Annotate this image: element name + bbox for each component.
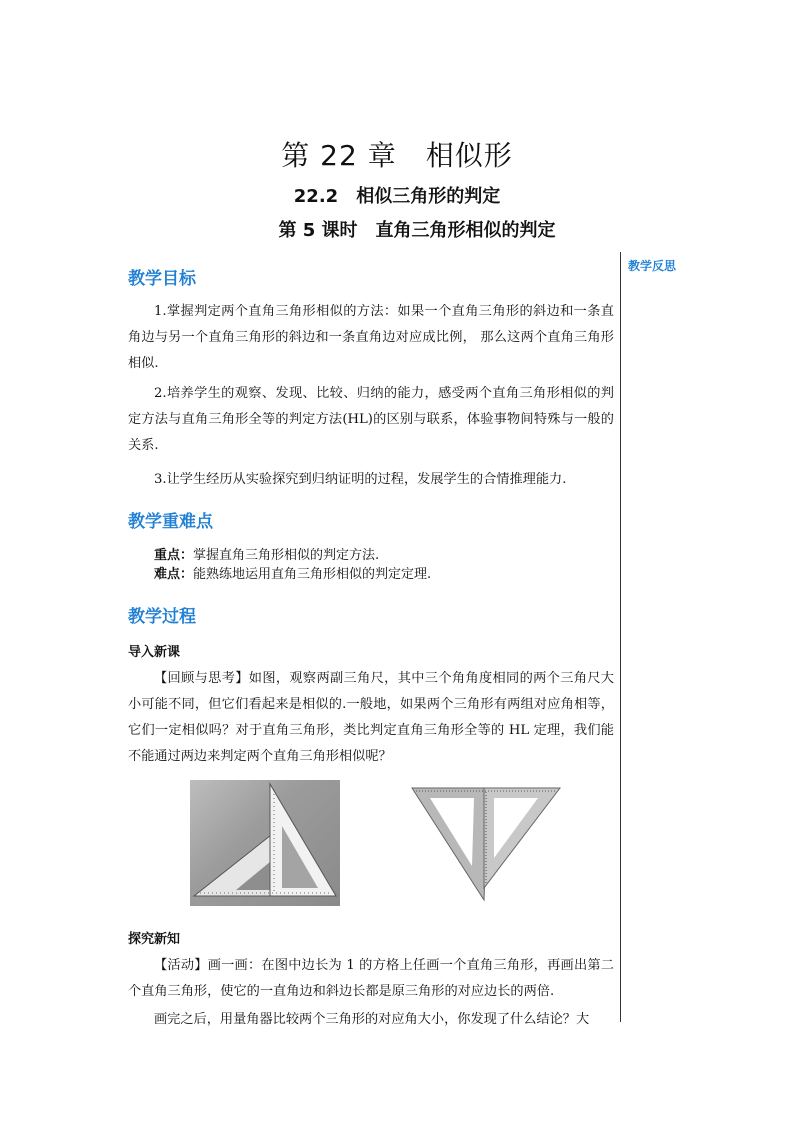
intro-paragraph: 【回顾与思考】如图，观察两副三角尺，其中三个角角度相同的两个三角尺大小可能不同，但它们看起来是相似的.一般地，如果两个三角形有两组对应角相等，它们一定相似吗？对于直角三角形，类比判定直角三角形全等的 HL 定理，我们能不能通过两边来判定两个直角三角形相似呢？ [128,671,614,764]
key-label: 重点： [154,548,194,563]
key-point-line [128,546,614,565]
section-title: 22.2 相似三角形的判定 [293,186,501,207]
intro-heading: 导入新课 [128,645,181,660]
objective-2: 2.培养学生的观察、发现、比较、归纳的能力，感受两个直角三角形相似的判定方法与直角三角形全等的判定方法(HL)的区别与联系，体验事物间特殊与一般的关系. [128,386,614,453]
triangle-ruler-photo-2 [410,784,562,904]
explore-heading: 探究新知 [128,932,181,947]
difficult-text: 能熟练地运用直角三角形相似的判定定理. [193,567,432,582]
difficult-point-line [128,565,614,584]
key-points-block [128,546,614,584]
chapter-title: 第 22 章 相似形 [281,139,513,172]
triangle-ruler-photo-1 [190,780,340,906]
reflection-label: 教学反思 [628,259,677,273]
objective-1: 1.掌握判定两个直角三角形相似的方法：如果一个直角三角形的斜边和一条直角边与另一个直角三角形的斜边和一条直角边对应成比例， 那么这两个直角三角形相似. [128,304,614,371]
sidebar-divider [620,252,621,1022]
key-points-heading: 教学重难点 [128,512,213,532]
main-content [128,258,614,1033]
key-text: 掌握直角三角形相似的判定方法. [193,548,380,563]
difficult-label: 难点： [154,567,194,582]
objectives-heading: 教学目标 [128,269,196,289]
after-activity-paragraph: 画完之后，用量角器比较两个三角形的对应角大小，你发现了什么结论？大 [154,1012,590,1027]
triangle-ruler-photos [128,780,614,912]
lesson-title: 第 5 课时 直角三角形相似的判定 [278,220,556,241]
process-heading: 教学过程 [128,607,196,627]
objective-3: 3.让学生经历从实验探究到归纳证明的过程，发展学生的合情推理能力. [154,472,567,487]
activity-paragraph: 【活动】画一画：在图中边长为 1 的方格上任画一个直角三角形，再画出第二个直角三角形，使它的一直角边和斜边长都是原三角形的对应边长的两倍. [128,958,614,999]
